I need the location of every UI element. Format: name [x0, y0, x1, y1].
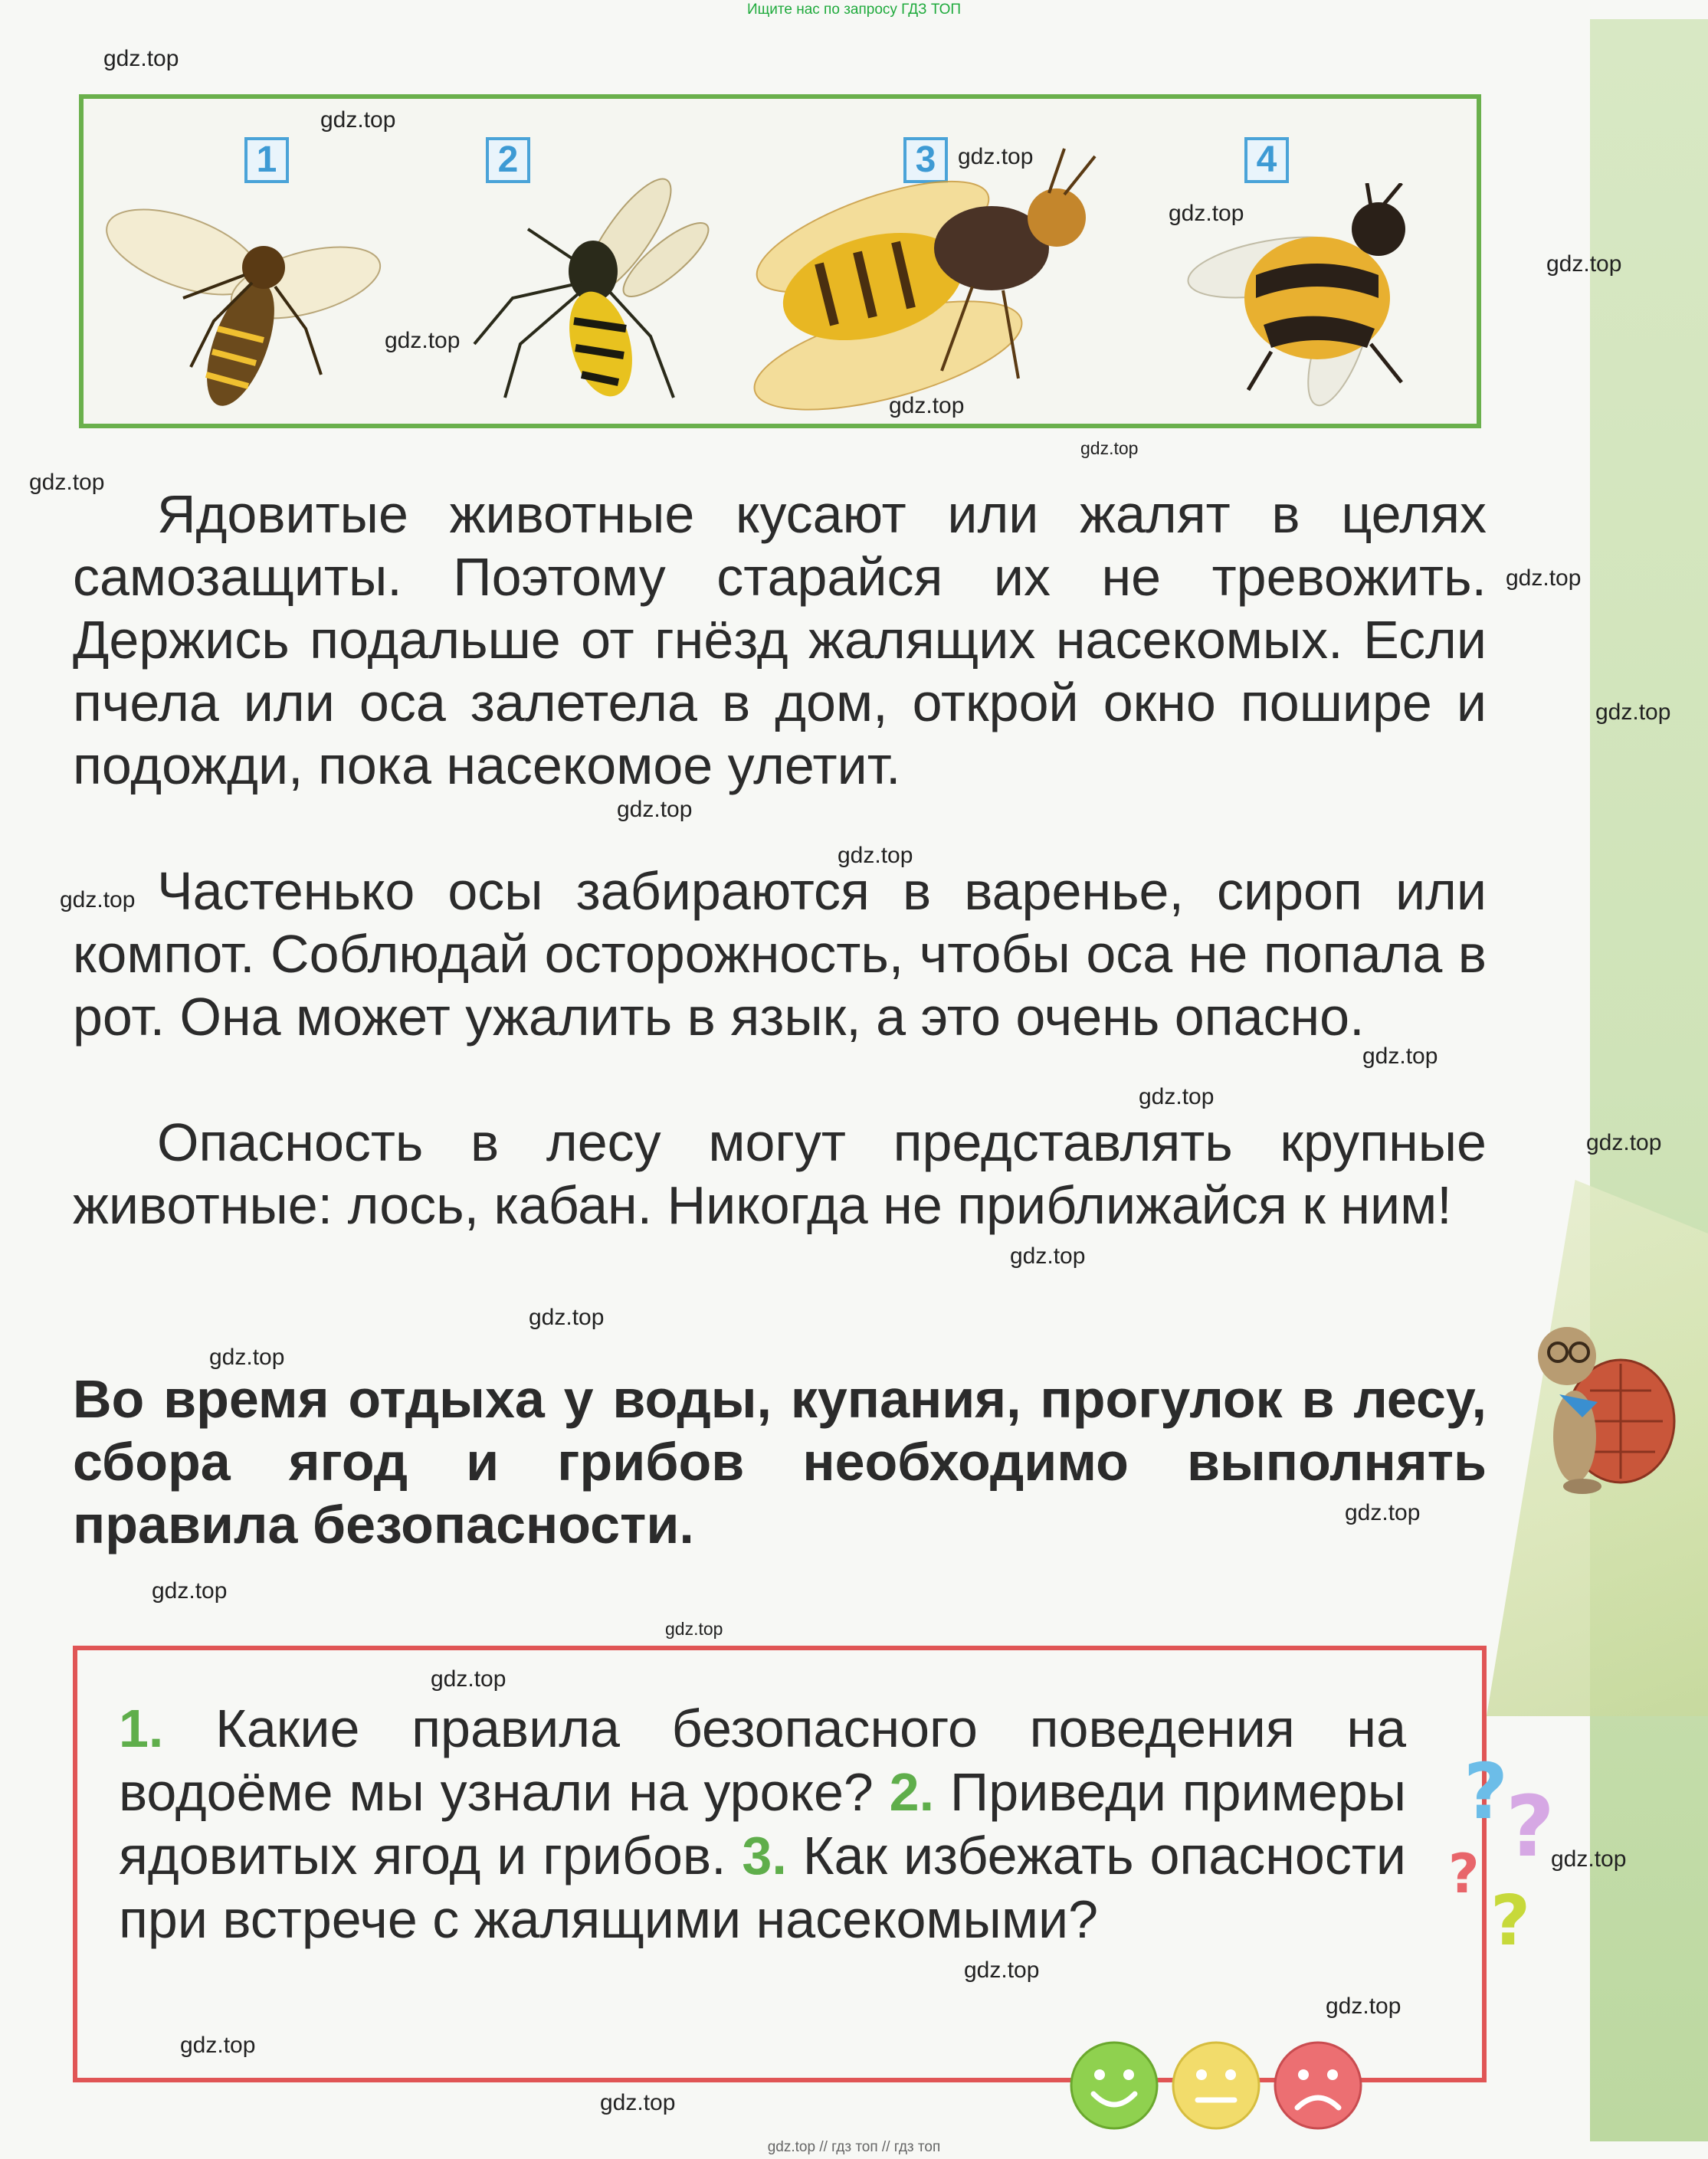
smiley-happy-icon [1069, 2040, 1159, 2131]
watermark: gdz.top [385, 328, 461, 353]
insect-number-4: 4 [1244, 137, 1289, 183]
questions-text [119, 1697, 1406, 1951]
watermark: gdz.top [1139, 1084, 1215, 1109]
watermark: gdz.top [665, 1619, 723, 1639]
watermark: gdz.top [529, 1305, 605, 1330]
watermark: gdz.top [1586, 1130, 1662, 1155]
turtle-mascot-icon [1529, 1322, 1682, 1498]
watermark: gdz.top [1010, 1243, 1086, 1269]
safety-rule: Во время отдыха у воды, купания, прогулок в лесу, сбора ягод и грибов необходимо выполнять правила безопасности. [73, 1369, 1487, 1555]
watermark: gdz.top [320, 107, 396, 133]
watermark: gdz.top [964, 1958, 1040, 1983]
watermark: gdz.top [889, 393, 965, 418]
watermark: gdz.top [1169, 201, 1244, 226]
question-1-number: 1. [119, 1699, 164, 1758]
question-1-text: Какие правила безопасного поведения на водоёме мы узнали на уроке? [119, 1699, 1407, 1822]
question-3-text: Как избежать опасности при встрече с жалящими насекомыми? [119, 1826, 1406, 1949]
watermark: gdz.top [103, 46, 179, 71]
watermark: gdz.top [1345, 1500, 1421, 1525]
watermark: gdz.top [209, 1345, 285, 1370]
paragraph-forest-danger: Опасность в лесу могут представлять крупные животные: лось, кабан. Никогда не приближайся к ним! [73, 1112, 1487, 1235]
watermark: gdz.top [1080, 438, 1139, 458]
watermark: gdz.top [838, 843, 913, 868]
watermark: gdz.top [431, 1666, 506, 1692]
watermark: gdz.top [958, 144, 1034, 169]
question-2-text: Приведи примеры ядовитых ягод и грибов. [119, 1762, 1407, 1885]
question-mark-purple: ? [1506, 1777, 1555, 1876]
bottom-banner: gdz.top // гдз топ // гдз топ [767, 2139, 941, 2155]
insect-number-3: 3 [903, 137, 948, 183]
watermark: gdz.top [29, 470, 105, 495]
question-mark-red: ? [1448, 1843, 1480, 1905]
question-mark-blue: ? [1464, 1747, 1509, 1836]
smiley-sad-icon [1273, 2040, 1363, 2131]
watermark: gdz.top [1546, 251, 1622, 277]
watermark: gdz.top [1551, 1846, 1627, 1872]
insect-illustration-frame [79, 94, 1481, 428]
question-3-number: 3. [742, 1826, 787, 1885]
smiley-neutral-icon [1171, 2040, 1261, 2131]
watermark: gdz.top [180, 2033, 256, 2058]
top-banner: Ищите нас по запросу ГДЗ ТОП [746, 2, 962, 18]
wasp-icon [444, 168, 720, 421]
insect-number-2: 2 [486, 137, 530, 183]
paragraph-venomous-animals: Ядовитые животные кусают или жалят в целях самозащиты. Поэтому старайся их не тревожить. Держись подальше от гнёзд жалящих насекомых. Если пчела или оса залетела в дом, открой окно пошире и подожди, пока насекомое улетит. [73, 484, 1487, 795]
paragraph-wasps: Частенько осы забираются в варенье, сироп или компот. Соблюдай осторожность, чтобы оса не попала в рот. Она может ужалить в язык, а это очень опасно. [73, 861, 1487, 1047]
page-edge-strip [1590, 19, 1708, 2141]
question-2-number: 2. [889, 1762, 935, 1822]
watermark: gdz.top [600, 2090, 676, 2115]
watermark: gdz.top [1506, 565, 1582, 591]
watermark: gdz.top [152, 1578, 228, 1604]
hoverfly-icon [99, 175, 390, 421]
watermark: gdz.top [1595, 699, 1671, 725]
watermark: gdz.top [60, 887, 136, 912]
watermark: gdz.top [1326, 1994, 1401, 2019]
question-mark-yellow: ? [1490, 1881, 1531, 1961]
watermark: gdz.top [617, 797, 693, 822]
watermark: gdz.top [1362, 1043, 1438, 1069]
insect-number-1: 1 [244, 137, 289, 183]
